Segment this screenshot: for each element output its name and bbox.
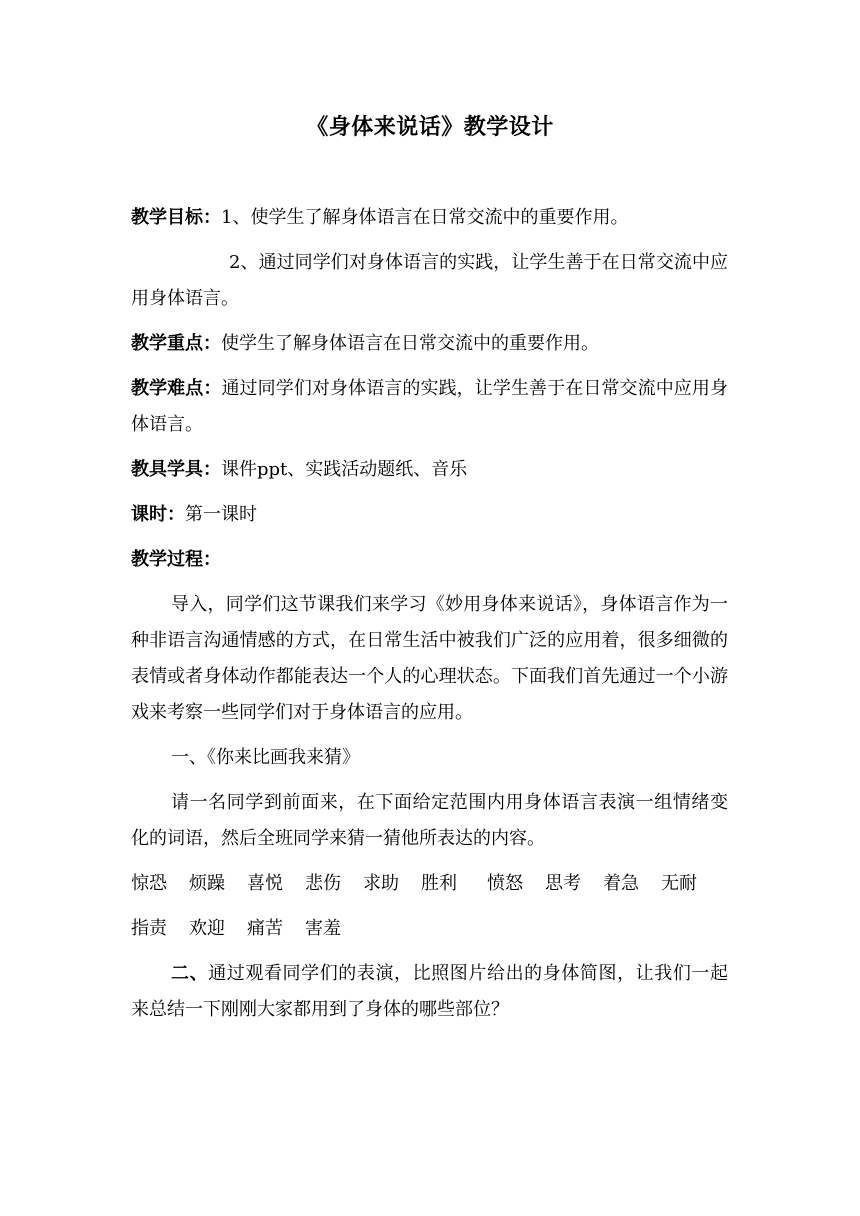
key-point-text: 使学生了解身体语言在日常交流中的重要作用。 xyxy=(221,333,599,354)
emotion-word: 着急 xyxy=(603,873,639,894)
document-body xyxy=(131,200,728,1037)
emotion-word: 指责 xyxy=(131,918,167,939)
emotion-word: 惊恐 xyxy=(131,873,167,894)
emotion-word: 无耐 xyxy=(661,873,697,894)
period-paragraph xyxy=(131,497,728,533)
emotion-word: 愤怒 xyxy=(487,873,523,894)
emotion-word: 欢迎 xyxy=(189,918,225,939)
intro-paragraph: 导入，同学们这节课我们来学习《妙用身体来说话》，身体语言作为一种非语言沟通情感的方式，在日常生活中被我们广泛的应用着，很多细微的表情或者身体动作都能表达一个人的心理状态。下面我们首先通过一个小游戏来考察一些同学们对于身体语言的应用。 xyxy=(131,594,728,723)
section-1-heading: 一、《你来比画我来猜》 xyxy=(171,747,360,768)
goals-paragraph xyxy=(131,200,728,236)
emotion-word: 胜利 xyxy=(421,873,457,894)
emotion-word-list xyxy=(131,866,728,947)
section-2-text: 通过观看同学们的表演，比照图片给出的身体简图，让我们一起来总结一下刚刚大家都用到了身体的哪些部位？ xyxy=(131,963,729,1020)
emotion-word: 烦躁 xyxy=(189,873,225,894)
period-text: 第一课时 xyxy=(185,504,257,525)
period-label: 课时： xyxy=(131,504,185,525)
emotion-word: 痛苦 xyxy=(247,918,283,939)
emotion-word: 悲伤 xyxy=(305,873,341,894)
key-point-label: 教学重点： xyxy=(131,333,221,354)
section-1-paragraph: 请一名同学到前面来，在下面给定范围内用身体语言表演一组情绪变化的词语，然后全班同学来猜一猜他所表达的内容。 xyxy=(131,792,728,849)
emotion-word: 喜悦 xyxy=(247,873,283,894)
goal-2-paragraph: 2、通过同学们对身体语言的实践，让学生善于在日常交流中应用身体语言。 xyxy=(131,252,728,309)
emotion-word: 求助 xyxy=(363,873,399,894)
goal-1-text: 1、使学生了解身体语言在日常交流中的重要作用。 xyxy=(221,207,629,228)
process-label: 教学过程： xyxy=(131,549,221,570)
tools-label: 教具学具： xyxy=(131,459,221,480)
goals-label: 教学目标： xyxy=(131,207,221,228)
section-2-lead: 二、 xyxy=(171,963,209,984)
document-title: 《身体来说话》教学设计 xyxy=(306,115,554,140)
section-2-paragraph xyxy=(131,956,728,1028)
tools-text: 课件ppt、实践活动题纸、音乐 xyxy=(221,459,468,480)
difficulty-paragraph xyxy=(131,371,728,443)
process-heading xyxy=(131,542,728,578)
tools-paragraph xyxy=(131,452,728,488)
emotion-word: 害羞 xyxy=(305,918,341,939)
difficulty-text: 通过同学们对身体语言的实践，让学生善于在日常交流中应用身体语言。 xyxy=(131,378,728,435)
key-point-paragraph xyxy=(131,326,728,362)
emotion-word: 思考 xyxy=(545,873,581,894)
difficulty-label: 教学难点： xyxy=(131,378,222,399)
